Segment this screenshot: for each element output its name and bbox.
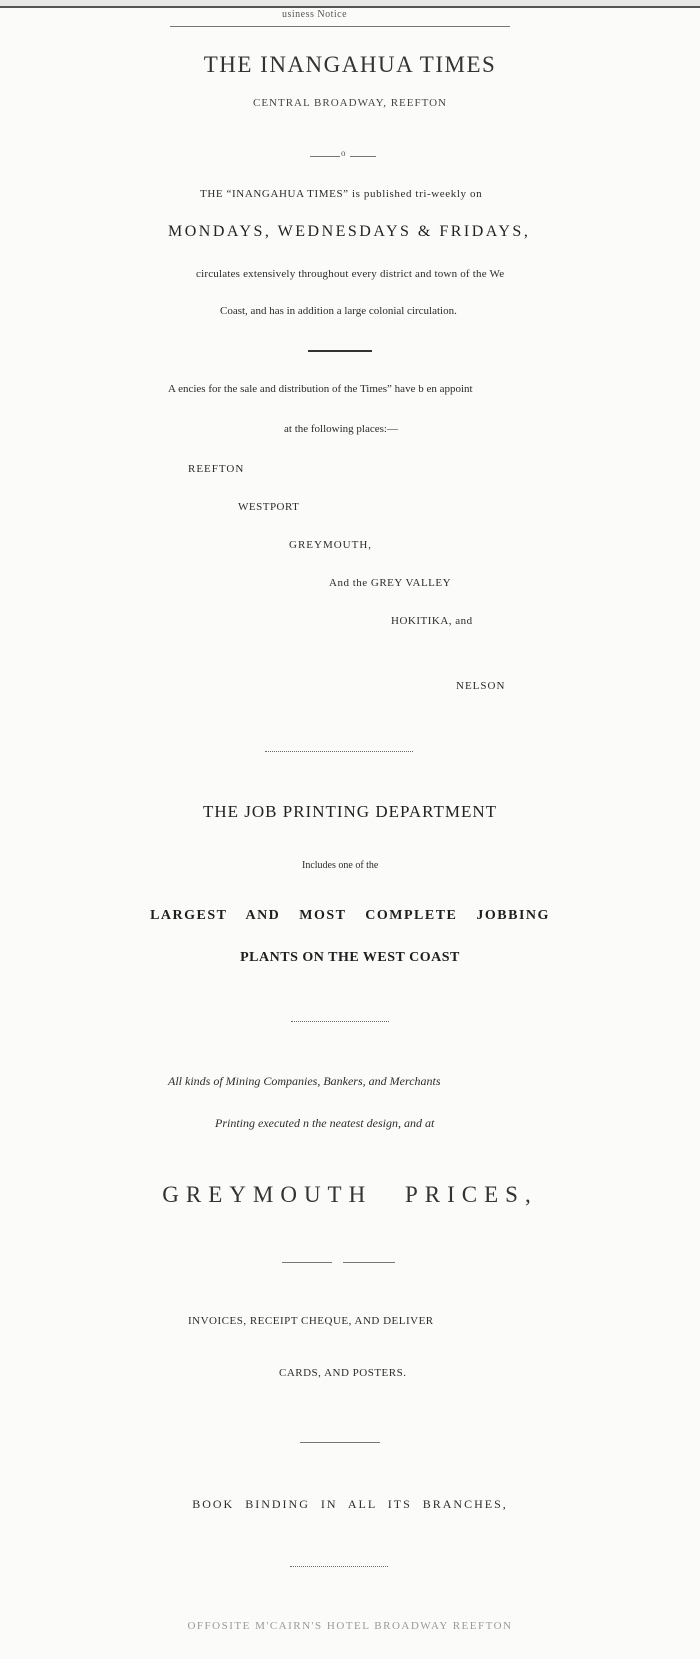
footer-address: OFFOSITE M'CAIRN'S HOTEL BROADWAY REEFTON — [187, 1620, 513, 1632]
job-printing-headline-1: LARGEST AND MOST COMPLETE JOBBING — [150, 908, 550, 923]
place-hokitika: HOKITIKA, and — [391, 615, 473, 627]
divider-2 — [308, 350, 372, 352]
header-rule — [170, 26, 510, 27]
divider-5-left — [282, 1262, 332, 1263]
intro-line-4: Coast, and has in addition a large colonial circulation. — [220, 305, 457, 317]
agencies-line-1: A encies for the sale and distribution of the Times” have b en appoint — [168, 383, 473, 395]
place-grey-valley: And the GREY VALLEY — [329, 577, 452, 589]
divider-5-right — [343, 1262, 395, 1263]
job-printing-title: THE JOB PRINTING DEPARTMENT — [202, 802, 498, 821]
stationery-line-2: CARDS, AND POSTERS. — [279, 1367, 407, 1379]
printing-line-1: All kinds of Mining Companies, Bankers, and Merchants — [168, 1074, 441, 1088]
job-printing-includes: Includes one of the — [302, 860, 379, 871]
printing-line-2: Printing executed n the neatest design, and at — [215, 1116, 435, 1130]
divider-6 — [300, 1442, 380, 1443]
place-reefton: REEFTON — [188, 463, 245, 475]
book-binding: BOOK BINDING IN ALL ITS BRANCHES, — [192, 1497, 508, 1511]
stationery-line-1: INVOICES, RECEIPT CHEQUE, AND DELIVER — [188, 1315, 434, 1327]
greymouth-prices: GREYMOUTH PRICES, — [162, 1182, 538, 1207]
divider-7 — [290, 1566, 388, 1567]
divider-ornament: o — [341, 148, 346, 158]
agencies-line-2: at the following places:— — [284, 423, 398, 435]
masthead-address: CENTRAL BROADWAY, REEFTON — [253, 97, 447, 109]
divider-3 — [265, 751, 413, 752]
header-strip: usiness Notice — [282, 9, 348, 20]
place-nelson: NELSON — [456, 680, 506, 692]
intro-days: MONDAYS, WEDNESDAYS & FRIDAYS, — [168, 223, 531, 240]
job-printing-headline-2: PLANTS ON THE WEST COAST — [240, 950, 460, 965]
divider-1-left — [310, 156, 340, 157]
intro-line-1: THE “INANGAHUA TIMES” is published tri-weekly on — [200, 188, 483, 200]
top-border — [0, 0, 700, 8]
divider-1-right — [350, 156, 376, 157]
place-westport: WESTPORT — [238, 501, 300, 513]
masthead-title: THE INANGAHUA TIMES — [203, 52, 497, 77]
place-greymouth: GREYMOUTH, — [289, 539, 373, 551]
intro-line-3: circulates extensively throughout every district and town of the We — [196, 268, 505, 280]
divider-4 — [291, 1021, 389, 1022]
